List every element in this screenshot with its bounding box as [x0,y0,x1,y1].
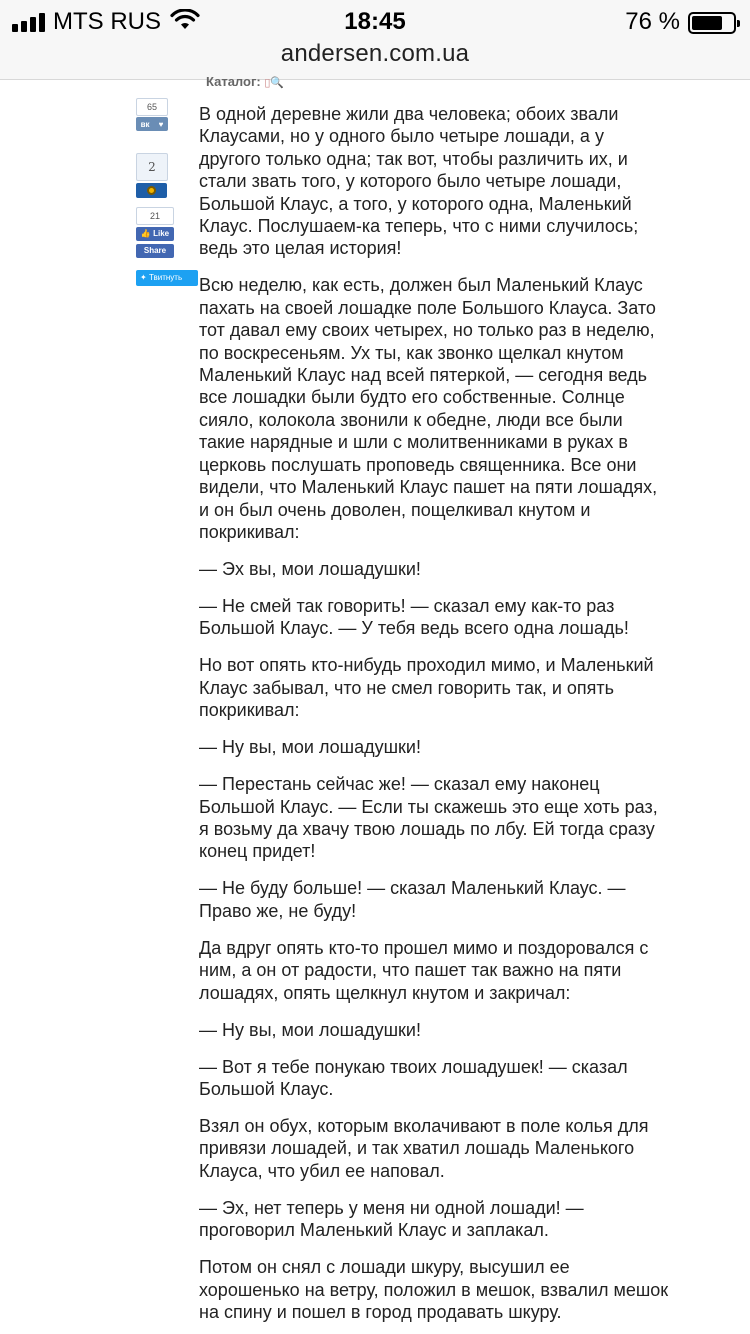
ok-share-button[interactable] [136,183,167,198]
paragraph: Да вдруг опять кто-то прошел мимо и поздоровался с ним, а он от радости, что пашет так важно на пяти лошадях, опять щелкнул кнутом и закричал: [199,937,649,1003]
twitter-bird-icon: ✦ [140,273,147,282]
browser-top-bar [0,0,750,80]
carrier-name: MTS RUS [53,8,161,35]
status-time: 18:45 [344,8,406,35]
thumbs-up-icon: 👍 [140,229,151,238]
fb-share-button[interactable]: Share [136,244,174,258]
vk-logo-icon: вк [140,119,150,129]
battery-level-fill [692,16,722,30]
paragraph: — Эх вы, мои лошадушки! [199,558,421,579]
fb-like-count: 21 [136,207,174,225]
paragraph: — Перестань сейчас же! — сказал ему наконец Большой Клаус. — Если ты скажешь это еще хоть раз, я возьму да хвачу твою лошадь по лбу. Ей тогда сразу конец придет! [199,774,658,862]
paragraph: — Вот я тебе понукаю твоих лошадушек! — сказал Большой Клаус. [199,1056,628,1099]
tweet-button[interactable] [136,270,198,286]
article-body [199,103,669,1334]
paragraph: Взял он обух, которым вколачивают в поле колья для привязи лошадей, и так хватил лошадь Маленького Клауса, что убил ее наповал. [199,1115,649,1181]
status-bar [0,6,750,36]
vk-share[interactable] [136,98,168,131]
address-bar-url[interactable]: andersen.com.ua [280,40,470,67]
paragraph: Потом он снял с лошади шкуру, высушил ее хорошенько на ветру, положил в мешок, взвалил мешок на спину и пошел в город продавать шкуру. [199,1257,669,1322]
tweet-label: Твитнуть [148,273,183,282]
heart-icon: ♥ [158,119,164,129]
battery-icon [688,12,736,34]
paragraph: Всю неделю, как есть, должен был Маленький Клаус пахать на своей лошадке поле Большого Клауса. Зато тот давал ему своих четырех, но только раз в неделю, по воскресеньям. Ух ты, как звонко щелкал кнутом Маленький Клаус над всей пятеркой, — сегодня ведь все лошадки были будто его собственные. Солнце сияло, колокола звонили к обедне, люди все были такие нарядные и шли с молитвенниками в руках в церковь послушать проповедь священника. Все они видели, что Маленький Клаус пашет на пяти лошадях, и он был очень доволен, пощелкивал кнутом и покрикивал: [199,275,658,542]
catalog-icons[interactable]: ▯🔍 [264,77,285,89]
facebook-share[interactable] [136,207,174,258]
battery-percent: 76 % [625,8,680,35]
paragraph: — Ну вы, мои лошадушки! [199,737,421,758]
paragraph: — Эх, нет теперь у меня ни одной лошади! — проговорил Маленький Клаус и заплакал. [199,1197,584,1241]
ok-logo-icon [147,186,156,195]
paragraph: — Ну вы, мои лошадушки! [199,1019,421,1040]
vk-share-button[interactable] [136,117,168,131]
paragraph: — Не буду больше! — сказал Маленький Клаус. — Право же, не буду! [199,878,626,921]
paragraph: Но вот опять кто-нибудь проходил мимо, и Маленький Клаус забывал, что не смел говорить так, и опять покрикивал: [199,655,654,721]
catalog-label [206,74,284,89]
catalog-label-text: Каталог: [206,74,261,89]
ok-share-count: 2 [136,153,168,181]
fb-like-button[interactable] [136,227,174,241]
paragraph: В одной деревне жили два человека; обоих звали Клаусами, но у одного было четыре лошади, а у другого только одна; так вот, чтобы различить их, и стали звать того, у которого было четыре лошади, Большой Клаус, а того, у которого одна, Маленький Клаус. Послушаем-ка теперь, что с ними случилось; ведь это целая история! [199,104,639,259]
ok-share[interactable] [136,153,168,198]
fb-like-label: Like [153,229,170,238]
paragraph: — Не смей так говорить! — сказал ему как-то раз Большой Клаус. — У тебя ведь всего одна лошадь! [199,595,629,639]
vk-share-count: 65 [136,98,168,116]
